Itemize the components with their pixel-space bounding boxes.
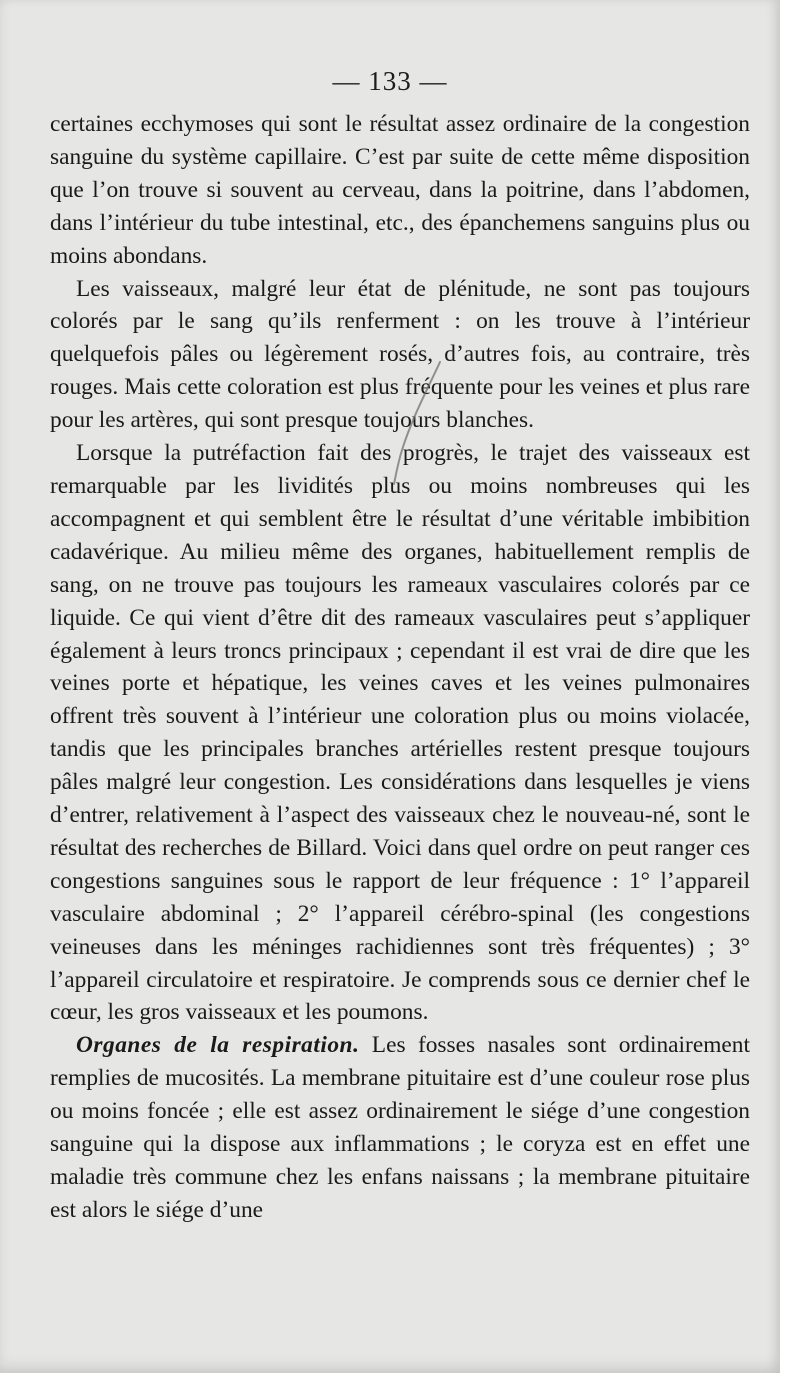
- page-number: — 133 —: [332, 66, 448, 96]
- body-text: [50, 108, 750, 1227]
- paragraph-1-text: certaines ecchymoses qui sont le résultat assez ordinaire de la congestion sanguine du système capillaire. C’est par suite de cette même disposition que l’on trouve si souvent au cerveau, dans la poitrine, dans l’abdomen, dans l’intérieur du tube intestinal, etc., des épanchemens sanguins plus ou moins abondans.: [50, 111, 750, 269]
- paragraph-2: [50, 273, 750, 438]
- paragraph-2-text: Les vaisseaux, malgré leur état de plénitude, ne sont pas toujours colorés par le sang qu’ils renferment : on les trouve à l’intérieur quelquefois pâles ou légèrement rosés, d’autres fois, au contraire, très rouges. Mais cette coloration est plus fréquente pour les veines et plus rare pour les artères, qui sont presque toujours blanches.: [50, 275, 750, 434]
- paragraph-1: [50, 108, 750, 273]
- paragraph-3-text: Lorsque la putréfaction fait des progrès, le trajet des vaisseaux est remarquable par les lividités plus ou moins nombreuses qui les accompagnent et qui semblent être le résultat d’une véritable imbibition cadavérique. Au milieu même des organes, habituellement remplis de sang, on ne trouve pas toujours les rameaux vasculaires colorés par ce liquide. Ce qui vient d’être dit des rameaux vasculaires peut s’appliquer également à leurs troncs principaux ; cependant il est vrai de dire que les veines porte et hépatique, les veines caves et les veines pulmonaires offrent très souvent à l’intérieur une coloration plus ou moins violacée, tandis que les principales branches artérielles restent presque toujours pâles malgré leur congestion. Les considérations dans lesquelles je viens d’entrer, relativement à l’aspect des vaisseaux chez le nouveau-né, sont le résultat des recherches de Billard. Voici dans quel ordre on peut ranger ces congestions sanguines sous le rapport de leur fréquence : 1° l’appareil vasculaire abdominal ; 2° l’appareil cérébro-spinal (les congestions veineuses dans les méninges rachidiennes sont très fréquentes) ; 3° l’appareil circulatoire et respiratoire. Je comprends sous ce dernier chef le cœur, les gros vaisseaux et les poumons.: [50, 440, 750, 1026]
- scan-margin: [780, 0, 800, 1373]
- paragraph-4-text: Les fosses nasales sont ordinairement remplies de mucosités. La membrane pituitaire est d’une couleur rose plus ou moins foncée ; elle est assez ordinairement le siége d’une congestion sanguine qui la dispose aux inflammations ; le coryza est en effet une maladie très commune chez les enfans naissans ; la membrane pituitaire est alors le siége d’une: [50, 1032, 750, 1223]
- paragraph-4: [50, 1029, 750, 1226]
- paragraph-3: [50, 437, 750, 1029]
- section-heading-organes: Organes de la respiration.: [76, 1032, 360, 1059]
